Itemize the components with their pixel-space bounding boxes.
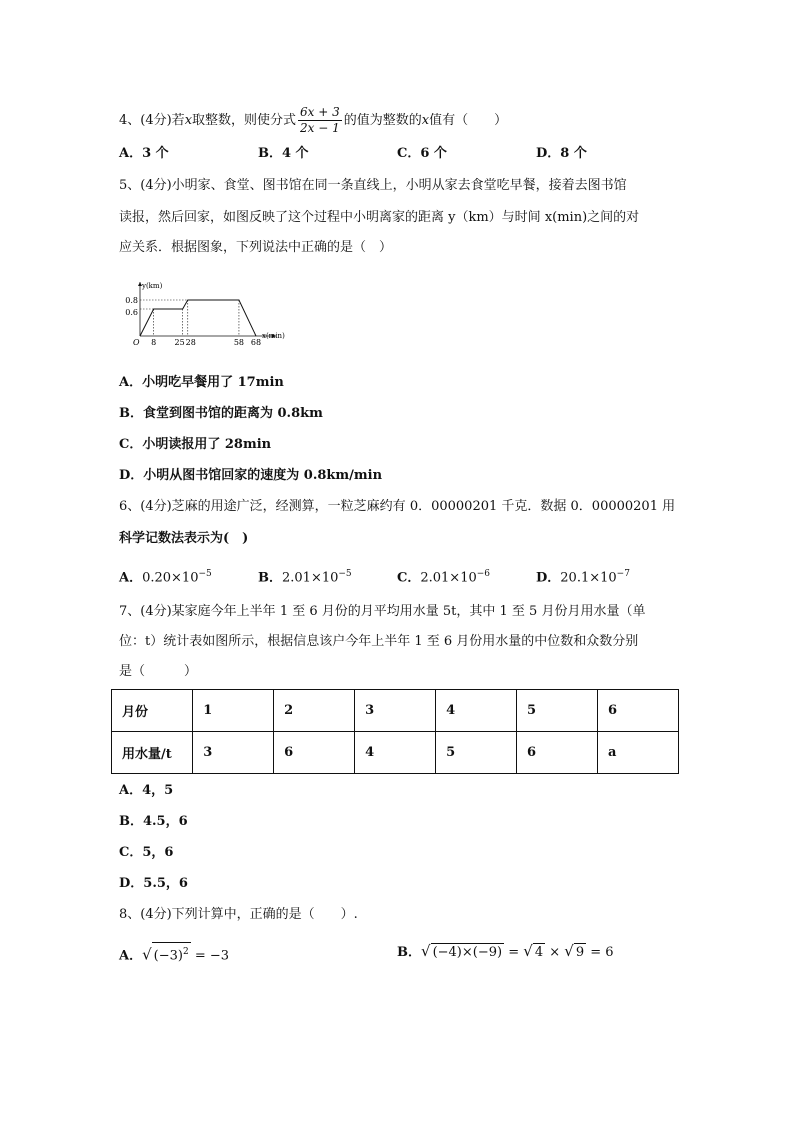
q8-option-a-label: A．: [119, 948, 143, 964]
q6-line-2: 科学记数法表示为( ): [119, 531, 249, 546]
q4-frac-denominator: 2x − 1: [300, 121, 340, 135]
table-cell: 4: [355, 732, 436, 774]
origin-label: O: [133, 338, 140, 347]
q8-option-b[interactable]: [397, 942, 614, 962]
table-cell: 用水量/t: [112, 732, 193, 774]
q8-option-b-equals: =: [504, 945, 524, 960]
q6-option-b-base: 2.01×10: [282, 570, 339, 586]
q4-option-c[interactable]: C．6 个: [397, 146, 447, 161]
q5-line-3: 应关系．根据图象，下列说法中正确的是（ ）: [119, 240, 393, 255]
x-axis-label: x(min): [262, 332, 285, 340]
q7-option-d[interactable]: D．5.5，6: [119, 876, 188, 891]
table-cell: 5: [436, 732, 517, 774]
q4-var-x: x: [184, 113, 193, 128]
q7-option-c[interactable]: C．5，6: [119, 845, 174, 860]
q8-option-b-times: ×: [545, 945, 565, 960]
x-tick-label: 28: [185, 338, 196, 347]
q4-tail: 值有（ ）: [429, 113, 508, 128]
q7-option-b[interactable]: B．4.5，6: [119, 814, 188, 829]
q8-option-a-radicand: [152, 942, 191, 965]
q8-option-b-root-1: 4: [534, 945, 544, 960]
q7-option-a[interactable]: A．4，5: [119, 783, 174, 798]
water-usage-table: [111, 689, 679, 774]
q6-option-d-exp: −7: [616, 569, 630, 579]
q5-option-b[interactable]: B．食堂到图书馆的距离为 0.8km: [119, 406, 323, 421]
table-cell: 6: [517, 732, 598, 774]
q6-option-c-label: C．: [397, 570, 421, 586]
table-cell: 4: [436, 690, 517, 732]
x-tick-label: 58: [233, 338, 245, 347]
y-tick-label: 0.8: [125, 296, 138, 305]
sqrt-icon: √: [142, 945, 152, 964]
q8-line-1: 8、(4分)下列计算中，正确的是（ ）.: [119, 907, 358, 922]
q6-option-b[interactable]: [258, 565, 352, 587]
q8-option-b-root-2: 9: [575, 945, 585, 960]
table-row: [112, 732, 679, 774]
q8-option-a-exp: 2: [182, 947, 189, 957]
q7-line-2: 位：t）统计表如图所示，根据信息该户今年上半年 1 至 6 月份用水量的中位数和众数分别: [119, 634, 639, 649]
q4-option-b[interactable]: B．4 个: [258, 146, 309, 161]
sqrt-icon: √: [421, 942, 431, 960]
table-cell: a: [597, 732, 678, 774]
q7-line-3: 是（ ）: [119, 664, 198, 679]
q6-line-1: 6、(4分)芝麻的用途广泛，经测算，一粒芝麻约有 0．00000201 千克．数据 0．00000201 用: [119, 499, 676, 514]
q6-option-b-label: B．: [258, 570, 282, 586]
q8-option-a-expr: (−3): [153, 948, 183, 964]
q4-frac-numerator: 6x + 3: [300, 105, 340, 119]
q7-line-1: 7、(4分)某家庭今年上半年 1 至 6 月份的月平均用水量 5t，其中 1 至 5 月份月用水量（单: [119, 604, 646, 619]
q4-stem: [119, 105, 507, 136]
q6-option-b-exp: −5: [338, 569, 352, 579]
table-cell: 6: [597, 690, 678, 732]
sqrt-icon: √: [523, 942, 533, 960]
q8-option-a[interactable]: [119, 942, 229, 965]
q4-fraction: [298, 105, 342, 136]
sqrt-icon: √: [564, 942, 574, 960]
x-tick-label: 68: [250, 338, 262, 347]
table-cell: 5: [517, 690, 598, 732]
q4-option-d[interactable]: D．8 个: [536, 146, 587, 161]
q6-option-d[interactable]: [536, 565, 630, 587]
x-tick-label: 25: [174, 338, 185, 347]
q8-option-b-label: B．: [397, 945, 421, 960]
q4-option-a[interactable]: A．3 个: [119, 146, 169, 161]
q8-option-a-rhs: = −3: [190, 948, 230, 964]
q5-line-1: 5、(4分)小明家、食堂、图书馆在同一条直线上，小明从家去食堂吃早餐，接着去图书馆: [119, 178, 627, 193]
x-tick-label: 8: [151, 338, 157, 347]
q6-option-c-exp: −6: [476, 569, 491, 579]
q6-option-c[interactable]: [397, 565, 490, 587]
table-row: [112, 690, 679, 732]
q5-line-2: 读报，然后回家，如图反映了这个过程中小明离家的距离 y（km）与时间 x(min)之间的对: [119, 210, 640, 225]
table-cell: 6: [274, 732, 355, 774]
table-cell: 3: [193, 732, 274, 774]
q4-prefix: 4、(4分)若: [119, 113, 185, 128]
q6-option-a-label: A．: [119, 570, 143, 586]
q6-option-a-base: 0.20×10: [142, 570, 199, 586]
q5-option-a[interactable]: A．小明吃早餐用了 17min: [119, 375, 284, 390]
table-cell: 2: [274, 690, 355, 732]
q4-mid: 取整数，则使分式: [192, 113, 297, 128]
y-axis-label: y(km): [142, 282, 163, 290]
q6-option-d-label: D．: [536, 570, 561, 586]
q5-option-d[interactable]: D．小明从图书馆回家的速度为 0.8km/min: [119, 468, 383, 483]
q6-option-a-exp: −5: [198, 569, 212, 579]
series-line: [140, 300, 256, 336]
q6-option-a[interactable]: [119, 565, 212, 587]
table-cell: 3: [355, 690, 436, 732]
distance-time-chart: [120, 278, 290, 350]
table-cell: 月份: [112, 690, 193, 732]
y-tick-label: 0.6: [125, 308, 138, 317]
q6-option-c-base: 2.01×10: [420, 570, 477, 586]
q4-var-x2: x: [421, 113, 430, 128]
q8-option-b-radicand: (−4)×(−9): [432, 945, 503, 960]
table-cell: 1: [193, 690, 274, 732]
q6-option-d-base: 20.1×10: [560, 570, 617, 586]
q8-option-b-rhs: = 6: [586, 945, 614, 960]
q4-suffix: 的值为整数的: [343, 113, 422, 128]
q5-option-c[interactable]: C．小明读报用了 28min: [119, 437, 272, 452]
